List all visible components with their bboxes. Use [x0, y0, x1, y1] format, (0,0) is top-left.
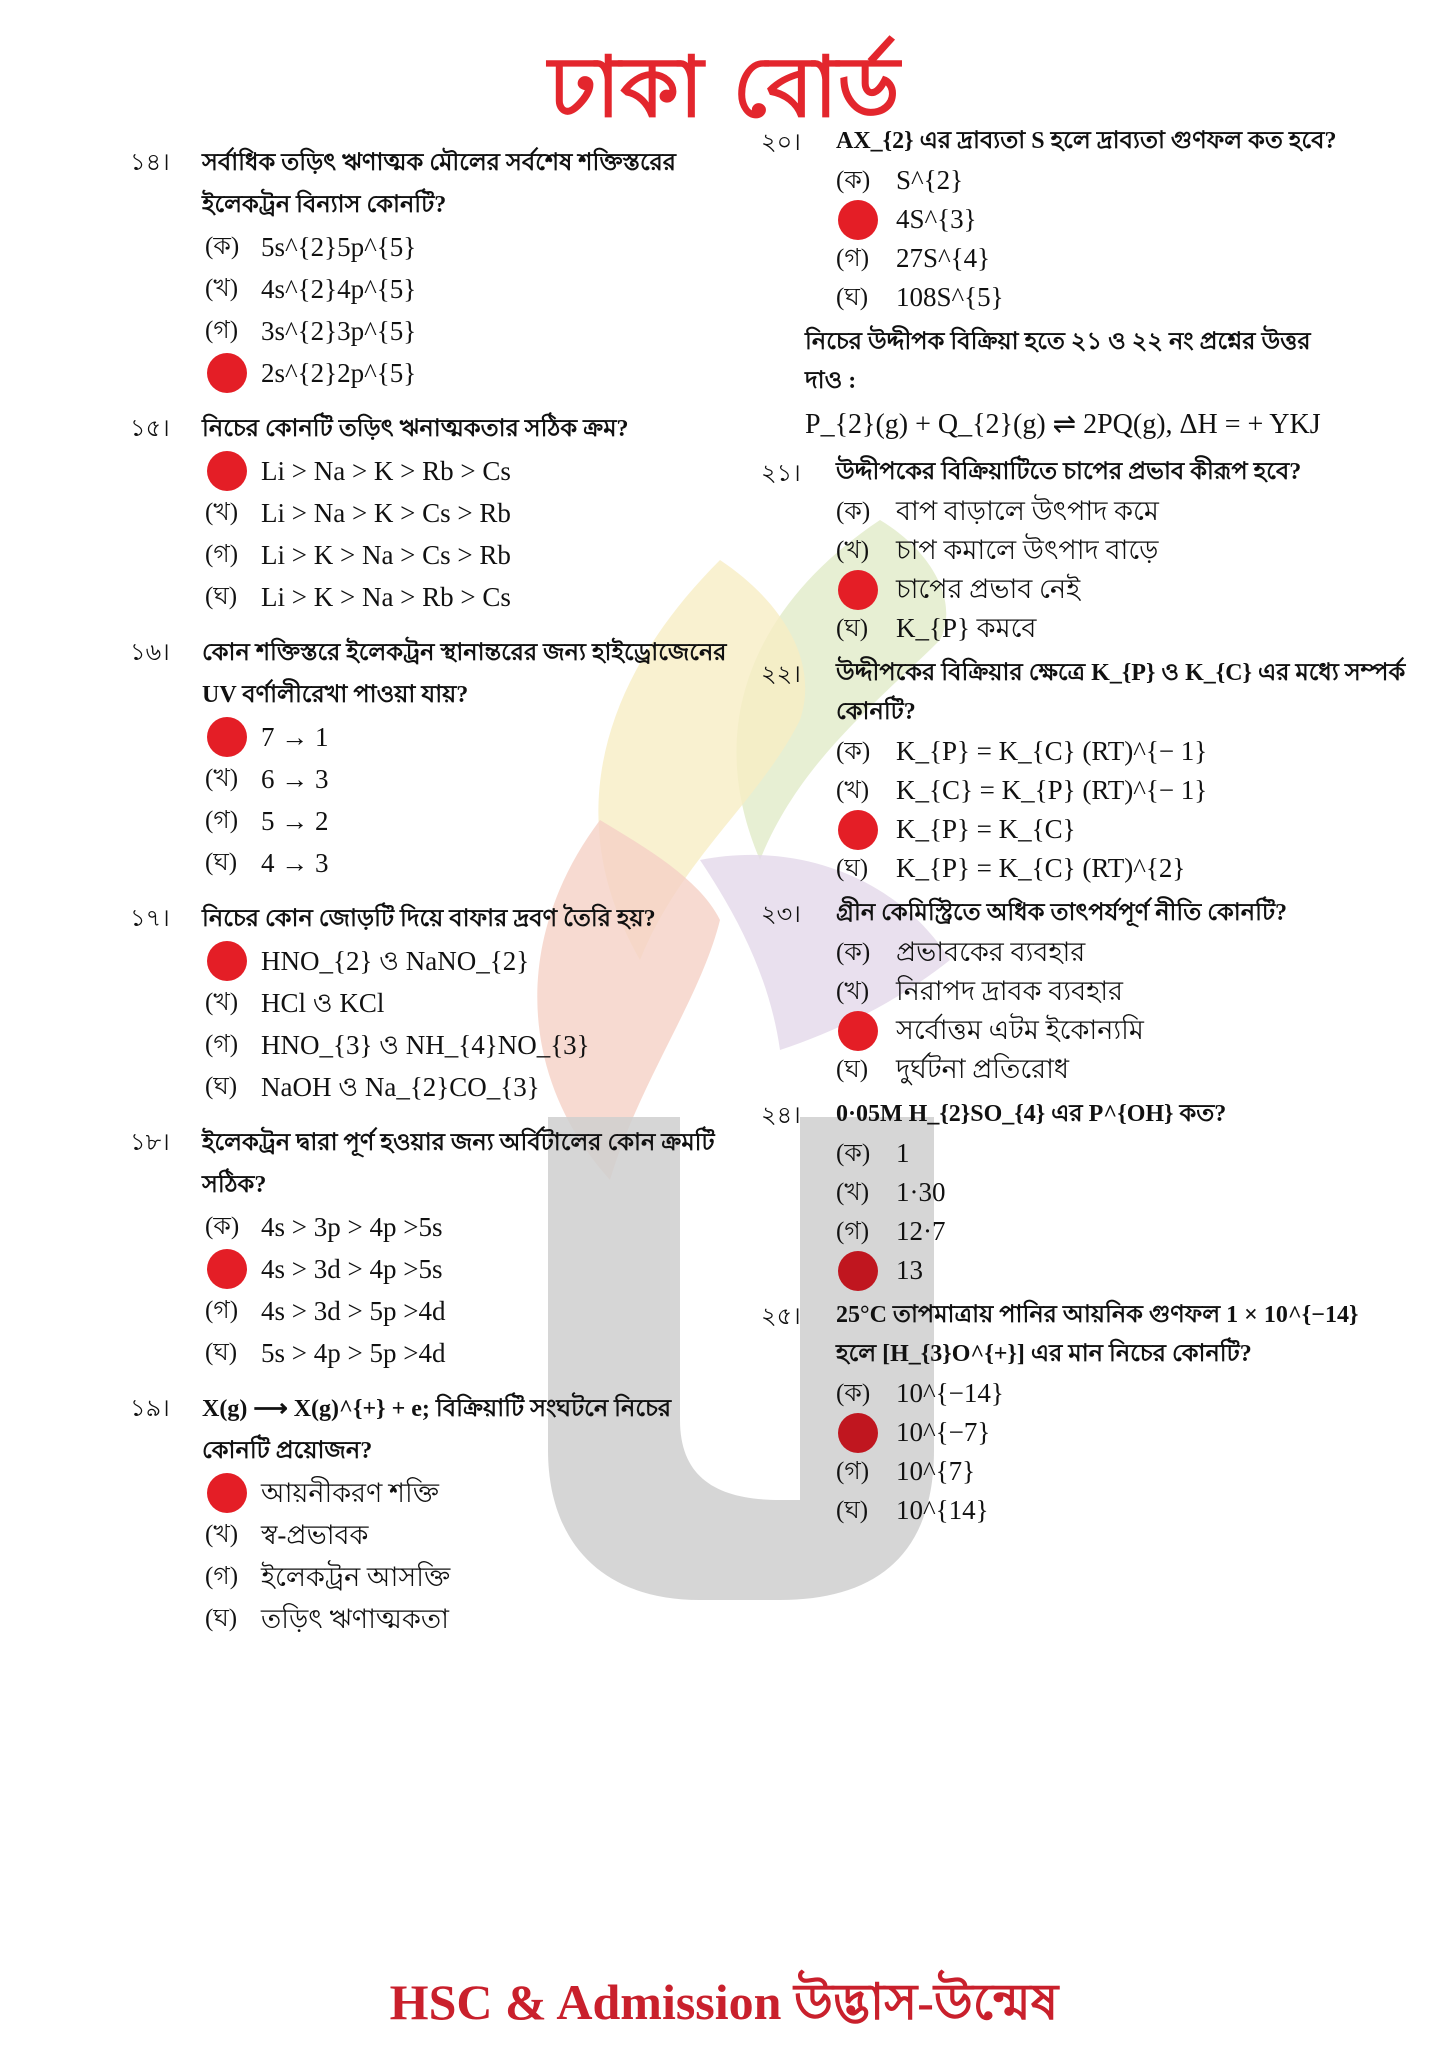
option-row [836, 1251, 1421, 1290]
question-text: নিচের কোন জোড়টি দিয়ে বাফার দ্রবণ তৈরি হয়? [202, 906, 656, 932]
stimulus-text: নিচের উদ্দীপক বিক্রিয়া হতে ২১ ও ২২ নং প্রশ্নের উত্তর [805, 329, 1311, 355]
question-text: ইলেকট্রন বিন্যাস কোনটি? [202, 192, 447, 218]
option-label: (খ) [205, 1521, 239, 1548]
option-label: (ঘ) [205, 1073, 238, 1100]
question-number: ১৪। [130, 150, 170, 176]
option-label: (খ) [836, 537, 870, 564]
option-row [836, 933, 1421, 972]
answer-marker-dot [838, 1251, 878, 1291]
question-block [130, 1122, 750, 1374]
option-row [205, 1472, 750, 1514]
option-text: HCl ও KCl [261, 988, 385, 1018]
option-label: (খ) [836, 777, 870, 804]
answer-marker-dot [838, 1413, 878, 1453]
option-text: 1·30 [896, 1177, 946, 1207]
option-label: (খ) [836, 1179, 870, 1206]
option-text: 1 [896, 1138, 910, 1168]
option-text-correct: আয়নীকরণ শক্তি [261, 1478, 439, 1508]
option-label: (ক) [836, 738, 871, 765]
option-row [205, 1066, 750, 1108]
option-row [205, 1514, 750, 1556]
option-row [205, 492, 750, 534]
option-label: (ঘ) [836, 615, 869, 642]
option-row [205, 226, 750, 268]
question-number: ২৩। [761, 902, 801, 928]
question-block [761, 894, 1421, 1089]
option-text: 27S^{4} [896, 243, 991, 273]
option-row [836, 1212, 1421, 1251]
option-text: 5s > 4p > 5p >4d [261, 1338, 446, 1368]
option-label: (খ) [205, 989, 239, 1016]
option-row [205, 758, 750, 800]
option-row [836, 200, 1421, 239]
option-row [836, 771, 1421, 810]
question-number: ২৪। [761, 1103, 801, 1129]
option-row [836, 531, 1421, 570]
option-text-correct: Li > Na > K > Rb > Cs [261, 456, 511, 486]
question-number: ১৯। [130, 1396, 170, 1422]
option-text: Li > K > Na > Cs > Rb [261, 540, 511, 570]
option-row [205, 716, 750, 758]
option-label: (ক) [836, 167, 871, 194]
option-row [836, 1173, 1421, 1212]
answer-marker-dot [207, 1249, 247, 1289]
option-row [836, 810, 1421, 849]
option-text-correct: K_{P} = K_{C} [896, 814, 1076, 844]
question-text: কোনটি? [836, 699, 916, 725]
question-text: UV বর্ণালীরেখা পাওয়া যায়? [202, 682, 469, 708]
answer-marker-dot [207, 353, 247, 393]
option-text: ইলেকট্রন আসক্তি [261, 1562, 451, 1592]
option-row [836, 732, 1421, 771]
option-text: K_{P} কমবে [896, 613, 1037, 643]
option-text-correct: 4s > 3d > 4p >5s [261, 1254, 443, 1284]
option-text: K_{P} = K_{C} (RT)^{− 1} [896, 736, 1208, 766]
question-number: ২৫। [761, 1304, 801, 1330]
option-text: 12·7 [896, 1216, 946, 1246]
option-text: তড়িৎ ঋণাত্মকতা [261, 1604, 449, 1634]
option-label: (ঘ) [836, 855, 869, 882]
option-text-correct: 7 → 1 [261, 722, 329, 752]
question-block [761, 1095, 1421, 1290]
question-text: AX_{2} এর দ্রাব্যতা S হলে দ্রাব্যতা গুণফল কত হবে? [836, 128, 1337, 154]
option-row [205, 352, 750, 394]
answer-marker-dot [838, 1011, 878, 1051]
question-text: হলে [H_{3}O^{+}] এর মান নিচের কোনটি? [836, 1341, 1252, 1367]
option-label: (ক) [205, 1213, 240, 1240]
option-label: (ঘ) [205, 1339, 238, 1366]
option-label: (গ) [836, 245, 870, 272]
option-label: (গ) [205, 317, 239, 344]
option-row [836, 239, 1421, 278]
option-row [836, 849, 1421, 888]
option-text: 5 → 2 [261, 806, 329, 836]
question-text: গ্রীন কেমিস্ট্রিতে অধিক তাৎপর্যপূর্ণ নীতি কোনটি? [836, 900, 1288, 926]
option-row [836, 1374, 1421, 1413]
option-text: 10^{14} [896, 1495, 989, 1525]
answer-marker-dot [838, 810, 878, 850]
question-text: উদ্দীপকের বিক্রিয়ার ক্ষেত্রে K_{P} ও K_{C} এর মধ্যে সম্পর্ক [836, 660, 1406, 686]
question-number: ১৭। [130, 906, 170, 932]
option-row [205, 1248, 750, 1290]
option-row [836, 1050, 1421, 1089]
question-block [130, 898, 750, 1108]
page-title: ঢাকা বোর্ড [548, 38, 900, 136]
option-row [836, 278, 1421, 317]
question-block [761, 122, 1421, 317]
option-row [205, 800, 750, 842]
stimulus-text: দাও : [805, 368, 857, 394]
option-text: স্ব-প্রভাবক [261, 1520, 369, 1550]
right-column [761, 122, 1421, 1536]
option-row [205, 1556, 750, 1598]
option-text-correct: সর্বোত্তম এটম ইকোন্যমি [896, 1015, 1144, 1045]
option-text: 4s^{2}4p^{5} [261, 274, 417, 304]
option-row [205, 982, 750, 1024]
question-number: ১৮। [130, 1130, 170, 1156]
option-text: 5s^{2}5p^{5} [261, 232, 417, 262]
option-text-correct: 13 [896, 1255, 923, 1285]
option-text: 6 → 3 [261, 764, 329, 794]
option-text: নিরাপদ দ্রাবক ব্যবহার [896, 976, 1123, 1006]
option-label: (ক) [836, 939, 871, 966]
option-row [836, 1491, 1421, 1530]
option-label: (গ) [205, 1297, 239, 1324]
option-row [836, 161, 1421, 200]
option-row [205, 268, 750, 310]
option-label: (ক) [836, 1140, 871, 1167]
question-block [761, 453, 1421, 648]
option-text: Li > Na > K > Cs > Rb [261, 498, 511, 528]
option-row [205, 534, 750, 576]
option-row [205, 576, 750, 618]
option-text-correct: 10^{−7} [896, 1417, 991, 1447]
answer-marker-dot [207, 451, 247, 491]
option-text: চাপ কমালে উৎপাদ বাড়ে [896, 535, 1159, 565]
answer-marker-dot [838, 570, 878, 610]
option-row [205, 842, 750, 884]
question-text: কোনটি প্রয়োজন? [202, 1438, 373, 1464]
question-number: ১৫। [130, 416, 170, 442]
question-block [761, 1296, 1421, 1530]
option-text: 10^{7} [896, 1456, 976, 1486]
option-text: 4 → 3 [261, 848, 329, 878]
option-row [836, 1134, 1421, 1173]
option-row [836, 570, 1421, 609]
option-text: NaOH ও Na_{2}CO_{3} [261, 1072, 540, 1102]
option-row [836, 972, 1421, 1011]
option-label: (খ) [205, 765, 239, 792]
option-label: (খ) [836, 978, 870, 1005]
footer-brand: HSC & Admission উদ্ভাস-উন্মেষ [389, 1974, 1059, 2030]
option-text: 3s^{2}3p^{5} [261, 316, 417, 346]
left-column [130, 142, 750, 1654]
option-text: 4s > 3p > 4p >5s [261, 1212, 443, 1242]
question-number: ২২। [761, 662, 801, 688]
option-text: 4s > 3d > 5p >4d [261, 1296, 446, 1326]
option-label: (ক) [205, 233, 240, 260]
question-text: নিচের কোনটি তড়িৎ ঋনাত্মকতার সঠিক ক্রম? [202, 416, 629, 442]
option-row [836, 492, 1421, 531]
option-text-correct: চাপের প্রভাব নেই [896, 574, 1081, 604]
option-text: HNO_{3} ও NH_{4}NO_{3} [261, 1030, 590, 1060]
option-label: (গ) [205, 1031, 239, 1058]
option-row [205, 1290, 750, 1332]
option-label: (খ) [205, 499, 239, 526]
option-text: K_{P} = K_{C} (RT)^{2} [896, 853, 1186, 883]
option-text-correct: 4S^{3} [896, 204, 977, 234]
option-text: K_{C} = K_{P} (RT)^{− 1} [896, 775, 1208, 805]
option-text: বাপ বাড়ালে উৎপাদ কমে [896, 496, 1159, 526]
option-text: Li > K > Na > Rb > Cs [261, 582, 511, 612]
option-row [836, 1413, 1421, 1452]
option-row [836, 609, 1421, 648]
question-block [130, 408, 750, 618]
option-row [205, 450, 750, 492]
option-text: দুর্ঘটনা প্রতিরোধ [896, 1054, 1070, 1084]
question-block [130, 142, 750, 394]
option-row [205, 1206, 750, 1248]
option-text: S^{2} [896, 165, 964, 195]
option-label: (ঘ) [836, 284, 869, 311]
option-row [205, 310, 750, 352]
option-text: প্রভাবকের ব্যবহার [896, 937, 1086, 967]
option-label: (গ) [836, 1458, 870, 1485]
option-label: (ক) [836, 498, 871, 525]
question-text: X(g) ⟶ X(g)^{+} + e; বিক্রিয়াটি সংঘটনে নিচের [202, 1396, 672, 1422]
answer-marker-dot [838, 200, 878, 240]
option-label: (গ) [205, 807, 239, 834]
question-number: ২১। [761, 461, 801, 487]
option-row [205, 1024, 750, 1066]
question-text: 0·05M H_{2}SO_{4} এর P^{OH} কত? [836, 1101, 1227, 1127]
answer-marker-dot [207, 941, 247, 981]
question-text: উদ্দীপকের বিক্রিয়াটিতে চাপের প্রভাব কীরূপ হবে? [836, 459, 1302, 485]
option-text-correct: HNO_{2} ও NaNO_{2} [261, 946, 530, 976]
option-label: (ঘ) [836, 1056, 869, 1083]
option-row [836, 1011, 1421, 1050]
option-label: (গ) [836, 1218, 870, 1245]
option-label: (ঘ) [205, 583, 238, 610]
question-number: ২০। [761, 130, 801, 156]
option-text: 108S^{5} [896, 282, 1004, 312]
question-text: ইলেকট্রন দ্বারা পূর্ণ হওয়ার জন্য অর্বিটালের কোন ক্রমটি [202, 1130, 715, 1156]
answer-marker-dot [207, 1473, 247, 1513]
option-label: (ক) [836, 1380, 871, 1407]
question-block [130, 632, 750, 884]
option-text: 10^{−14} [896, 1378, 1004, 1408]
question-text: 25°C তাপমাত্রায় পানির আয়নিক গুণফল 1 × 10^{−14} [836, 1302, 1359, 1328]
question-text: সর্বাধিক তড়িৎ ঋণাত্মক মৌলের সর্বশেষ শক্তিস্তরের [202, 150, 676, 176]
option-row [205, 940, 750, 982]
option-label: (ঘ) [836, 1497, 869, 1524]
option-row [205, 1332, 750, 1374]
question-block [761, 654, 1421, 888]
question-text: কোন শক্তিস্তরে ইলেকট্রন স্থানান্তরের জন্য হাইড্রোজেনের [202, 640, 727, 666]
option-label: (খ) [205, 275, 239, 302]
option-label: (গ) [205, 541, 239, 568]
stimulus-equation: P_{2}(g) + Q_{2}(g) ⇌ 2PQ(g), ΔH = + YKJ [805, 409, 1321, 440]
option-row [205, 1598, 750, 1640]
answer-marker-dot [207, 717, 247, 757]
option-row [836, 1452, 1421, 1491]
option-label: (গ) [205, 1563, 239, 1590]
question-text: সঠিক? [202, 1172, 267, 1198]
option-label: (ঘ) [205, 849, 238, 876]
option-label: (ঘ) [205, 1605, 238, 1632]
question-block [130, 1388, 750, 1640]
option-text-correct: 2s^{2}2p^{5} [261, 358, 417, 388]
question-number: ১৬। [130, 640, 170, 666]
